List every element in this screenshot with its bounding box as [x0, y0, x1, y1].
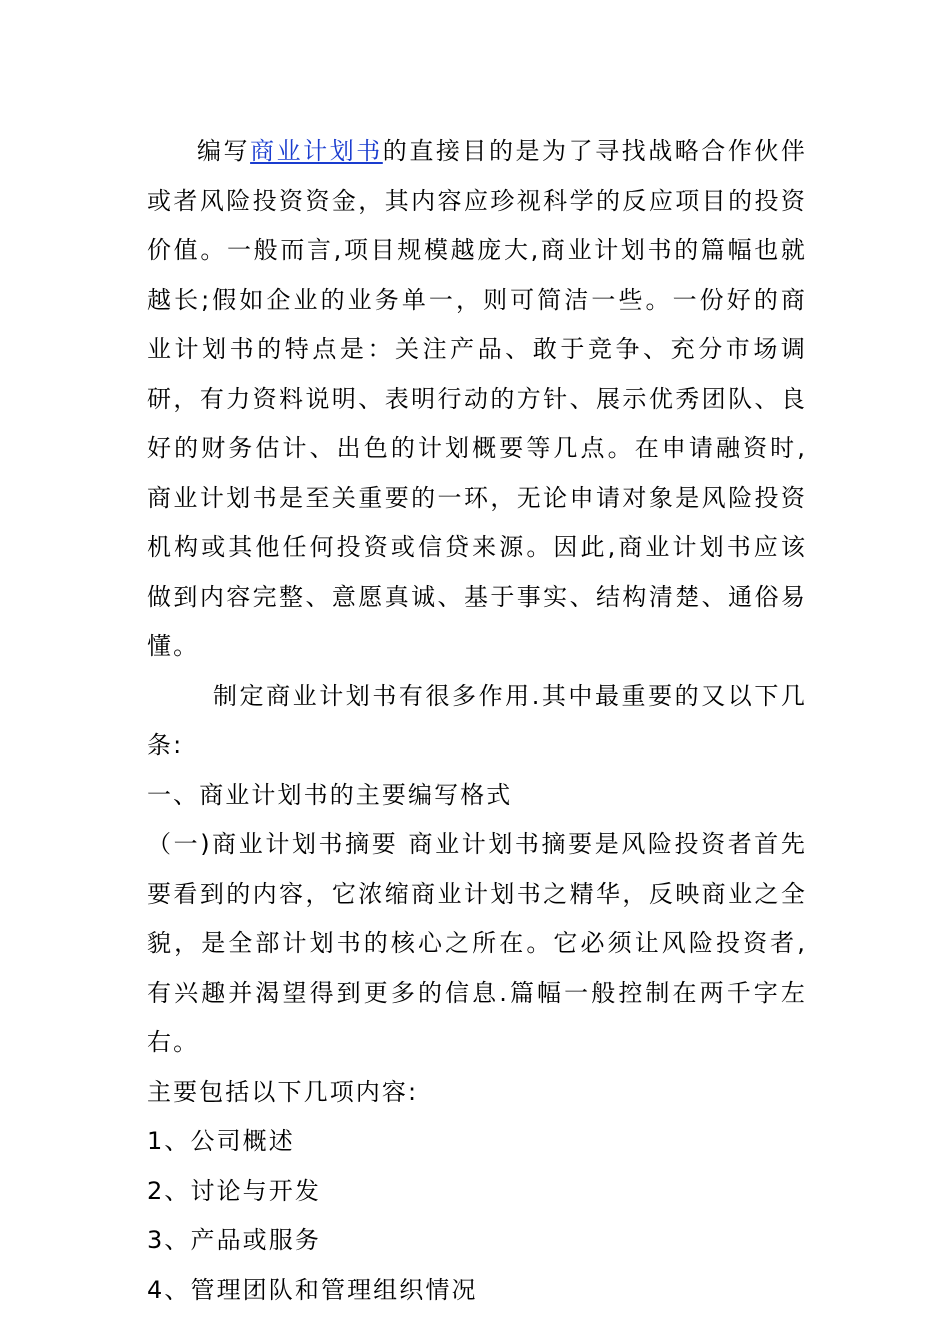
purpose-paragraph: 制定商业计划书有很多作用.其中最重要的又以下几条:: [147, 681, 807, 759]
intro-text: 的直接目的是为了寻找战略合作伙伴或者风险投资资金，其内容应珍视科学的反应项目的投资价值。一般而言,项目规模越庞大,商业计划书的篇幅也就越长;假如企业的业务单一，则可简洁一些。一份好的商业计划书的特点是：关注产品、敢于竞争、充分市场调研，有力资料说明、表明行动的方针、展示优秀团队、良好的财务估计、出色的计划概要等几点。在申请融资时,商业计划书是至关重要的一环，无论申请对象是风险投资机构或其他任何投资或信贷来源。因此,商业计划书应该做到内容完整、意愿真诚、基于事实、结构清楚、通俗易懂。: [147, 137, 808, 660]
intro-prefix: 编写: [197, 137, 251, 165]
intro-paragraph: [147, 127, 807, 672]
contents-intro: 主要包括以下几项内容:: [147, 1077, 419, 1106]
section-heading: 一、商业计划书的主要编写格式: [147, 780, 513, 809]
list-item: 1、公司概述: [147, 1127, 295, 1155]
document-body: [147, 127, 807, 1315]
summary-paragraph: （一)商业计划书摘要 商业计划书摘要是风险投资者首先要看到的内容，它浓缩商业计划书之精华，反映商业之全貌，是全部计划书的核心之所在。它必须让风险投资者,有兴趣并渴望得到更多的信息.篇幅一般控制在两千字左右。: [147, 830, 807, 1056]
list-item: 3、产品或服务: [147, 1226, 321, 1254]
list-item: 4、管理团队和管理组织情况: [147, 1275, 478, 1304]
business-plan-link[interactable]: 商业计划书: [250, 137, 383, 165]
list-item: 2、讨论与开发: [147, 1176, 321, 1205]
